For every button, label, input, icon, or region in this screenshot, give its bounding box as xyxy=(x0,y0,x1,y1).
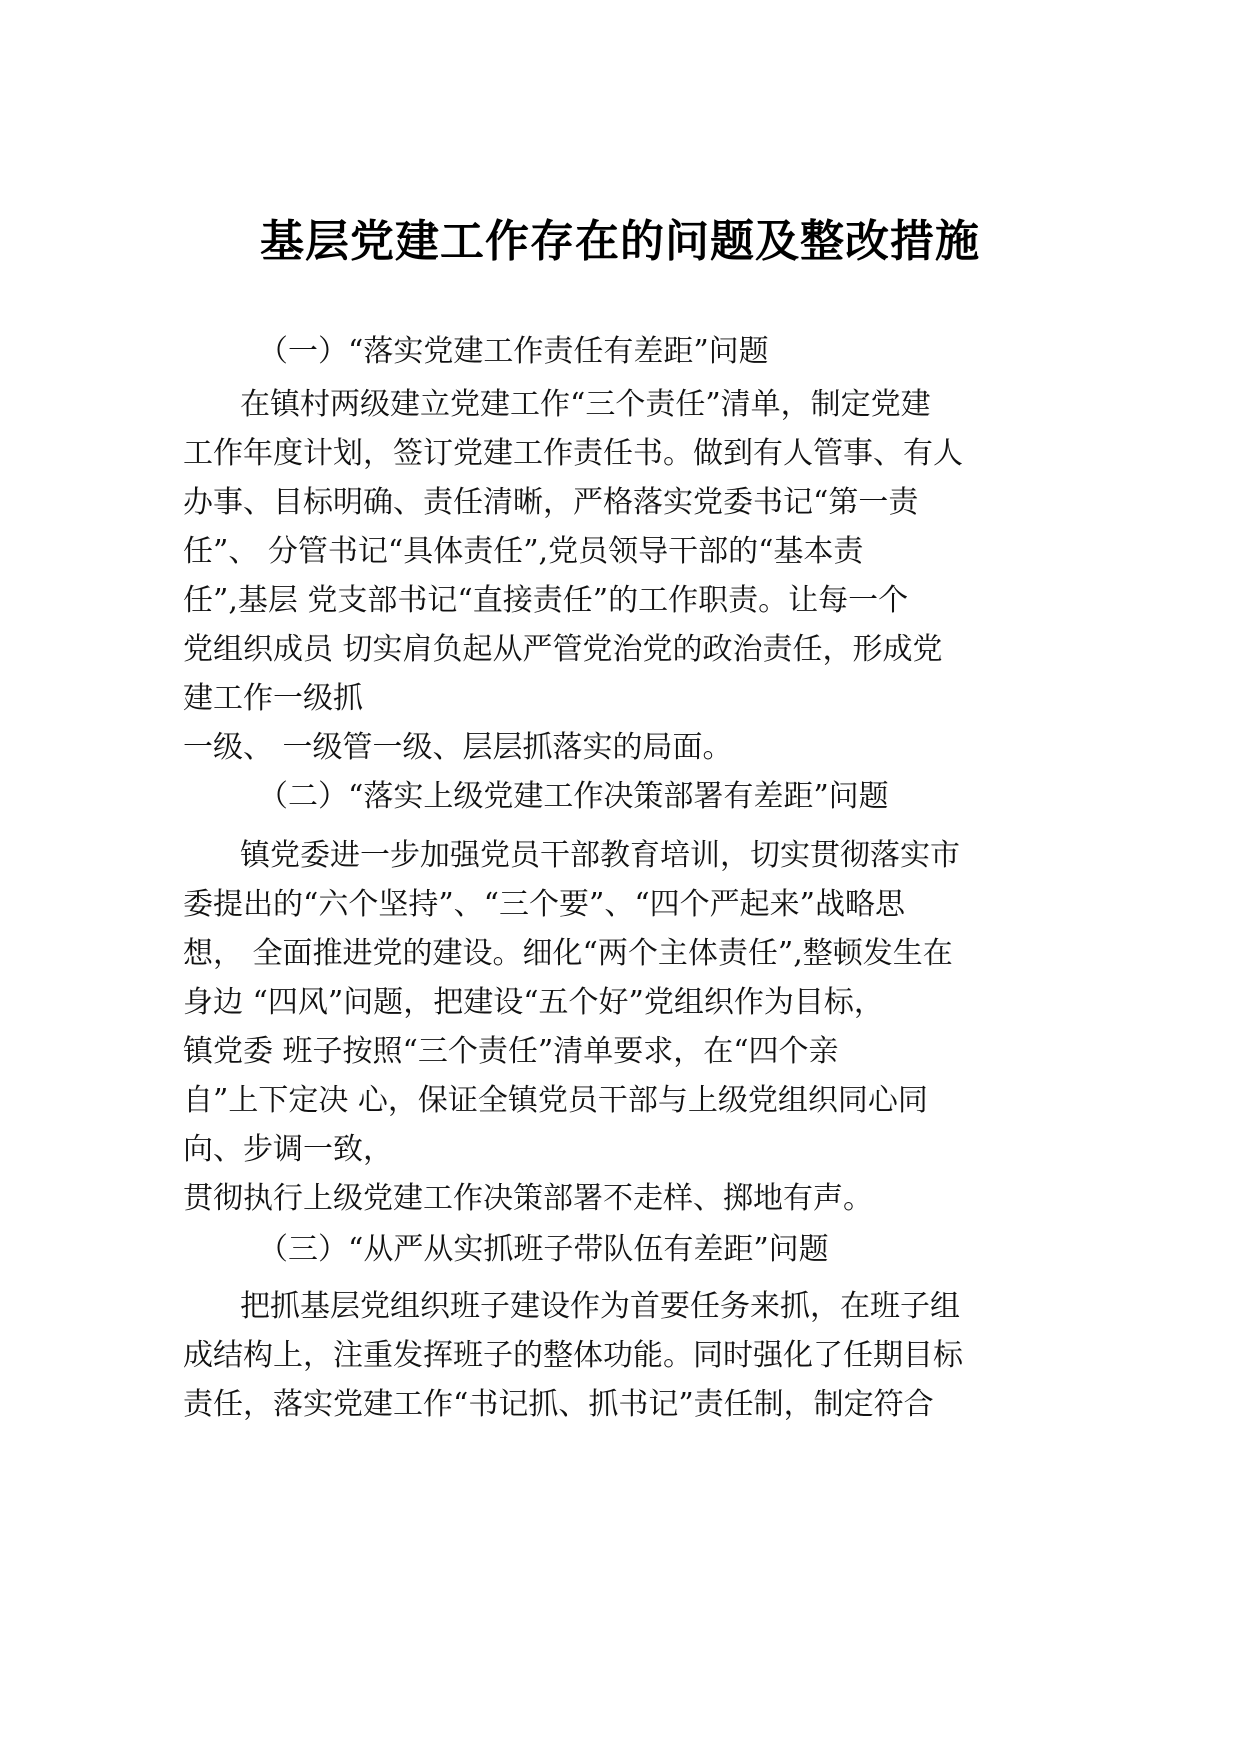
section-heading-3: （三）“从严从实抓班子带队伍有差距”问题 xyxy=(258,1232,829,1267)
section-heading-1: （一）“落实党建工作责任有差距”问题 xyxy=(258,334,769,369)
paragraph-line: 一级、 一级管一级、层层抓落实的局面。 xyxy=(183,730,733,765)
paragraph-line: 任”、 分管书记“具体责任”,党员领导干部的“基本责 xyxy=(183,534,864,569)
paragraph-line: 贯彻执行上级党建工作决策部署不走样、掷地有声。 xyxy=(183,1181,873,1216)
paragraph-line: 身边 “四风”问题，把建设“五个好”党组织作为目标， xyxy=(183,985,884,1020)
paragraph-line: 镇党委进一步加强党员干部教育培训，切实贯彻落实市 xyxy=(240,838,960,873)
paragraph-line: 委提出的“六个坚持”、“三个要”、“四个严起来”战略思 xyxy=(183,887,906,922)
paragraph-line: 镇党委 班子按照“三个责任”清单要求，在“四个亲 xyxy=(183,1034,839,1069)
paragraph-line: 想， 全面推进党的建设。细化“两个主体责任”,整顿发生在 xyxy=(183,936,953,971)
paragraph-line: 建工作一级抓 xyxy=(183,681,363,716)
paragraph-line: 党组织成员 切实肩负起从严管党治党的政治责任，形成党 xyxy=(183,632,943,667)
paragraph-line: 成结构上，注重发挥班子的整体功能。同时强化了任期目标 xyxy=(183,1338,963,1373)
document-title: 基层党建工作存在的问题及整改措施 xyxy=(260,216,980,267)
paragraph-line: 把抓基层党组织班子建设作为首要任务来抓，在班子组 xyxy=(240,1289,960,1324)
paragraph-line: 工作年度计划，签订党建工作责任书。做到有人管事、有人 xyxy=(183,436,963,471)
paragraph-line: 办事、目标明确、责任清晰，严格落实党委书记“第一责 xyxy=(183,485,919,520)
paragraph-line: 责任，落实党建工作“书记抓、抓书记”责任制，制定符合 xyxy=(183,1387,934,1422)
paragraph-line: 在镇村两级建立党建工作“三个责任”清单，制定党建 xyxy=(240,387,931,422)
paragraph-line: 自”上下定决 心，保证全镇党员干部与上级党组织同心同 xyxy=(183,1083,928,1118)
paragraph-line: 任”,基层 党支部书记“直接责任”的工作职责。让每一个 xyxy=(183,583,909,618)
section-heading-2: （二）“落实上级党建工作决策部署有差距”问题 xyxy=(258,779,889,814)
paragraph-line: 向、步调一致， xyxy=(183,1132,393,1167)
